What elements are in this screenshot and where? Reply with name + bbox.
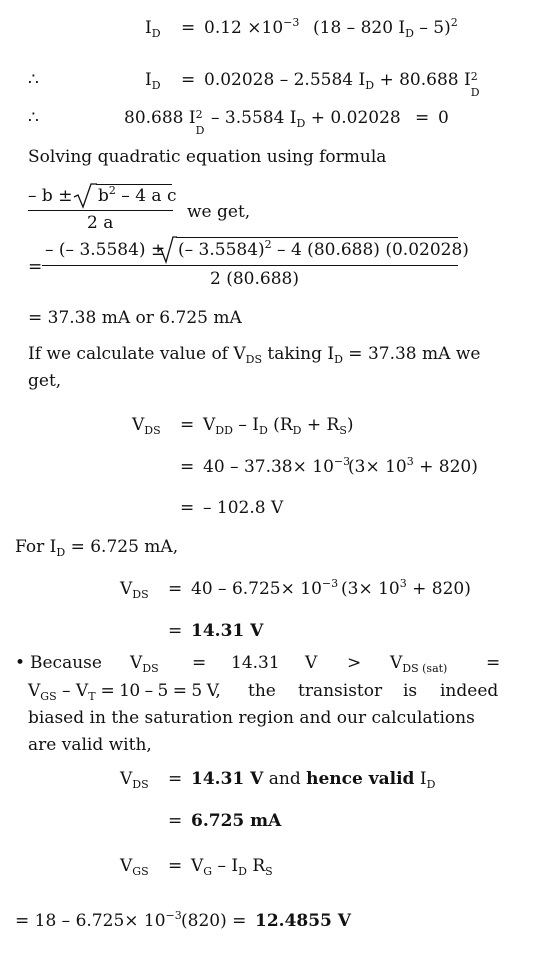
bullet-icon: •: [15, 653, 26, 673]
sub-ds: DS: [142, 662, 159, 675]
expr: hence valid: [306, 769, 415, 789]
exp: 2: [108, 184, 116, 197]
expr: – b ±: [28, 186, 73, 206]
var-v: V: [130, 653, 143, 673]
sub-d: D: [296, 117, 306, 130]
eq-sign: =: [180, 498, 195, 518]
expr: + 820): [413, 457, 478, 477]
exp: −3: [283, 16, 300, 29]
expr: ): [346, 415, 354, 435]
expr: If we calculate value of V: [28, 344, 246, 364]
sub-dd: DD: [215, 424, 233, 437]
sub-d: D: [426, 778, 436, 791]
quadratic-formula: [0, 186, 544, 234]
expr: – I: [212, 856, 239, 876]
expr: 6.725 mA: [191, 811, 282, 831]
sub-ds: DS: [132, 588, 149, 601]
sub-d: D: [238, 865, 247, 878]
expr: the: [248, 681, 276, 701]
result-line: = 37.38 mA or 6.725 mA: [28, 308, 242, 328]
expr: taking I: [262, 344, 335, 364]
exp: 3: [406, 455, 414, 468]
fraction-bar: [28, 210, 173, 211]
exp: −3: [333, 455, 351, 468]
sub-d: D: [258, 424, 268, 437]
expr: 40 – 37.38× 10: [203, 457, 334, 477]
sub-ds: DS: [245, 353, 263, 366]
radical-sign: [157, 236, 177, 264]
expr: we get,: [187, 202, 251, 222]
sub-d: D: [56, 546, 66, 559]
eq-sign: =: [168, 579, 183, 599]
radical-bar: [96, 184, 172, 185]
text-line-biased: biased in the saturation region and our calculations: [28, 708, 475, 728]
expr: 14.31 V: [191, 621, 264, 641]
sub-d: D: [151, 79, 161, 92]
eq-sign: =: [168, 811, 183, 831]
var-i: I: [419, 769, 427, 789]
expr: + R: [301, 415, 340, 435]
eq-sign: =: [180, 415, 195, 435]
expr: 80.688 I: [124, 108, 196, 128]
expr: + 80.688 I: [374, 70, 471, 90]
expr: = 10 – 5 = 5 V,: [95, 681, 221, 701]
eq-sign: =: [180, 457, 195, 477]
sub-ds: DS: [132, 778, 149, 791]
var-r: R: [252, 856, 266, 876]
expr: 0: [438, 108, 449, 128]
sub-d: D: [334, 353, 343, 366]
text-line-valid: are valid with,: [28, 735, 152, 755]
expr: + 820): [406, 579, 471, 599]
var-v: V: [120, 856, 133, 876]
eq-sign: =: [486, 653, 501, 673]
var-v: V: [390, 653, 403, 673]
expr: = 18 – 6.725× 10: [15, 911, 166, 931]
exp: −3: [165, 909, 182, 922]
expr: (R: [267, 415, 293, 435]
eq-sign: =: [192, 653, 207, 673]
expr: Because: [30, 653, 102, 673]
expr: (18 – 820 I: [313, 18, 406, 38]
expr: (3× 10: [341, 579, 400, 599]
eq-sign: =: [415, 108, 430, 128]
expr: (820) =: [181, 911, 247, 931]
expr: = 37.38 mA we: [342, 344, 481, 364]
sub-s: S: [339, 424, 347, 437]
expr: 2 (80.688): [210, 269, 299, 289]
eq-sign: =: [181, 18, 196, 38]
expr: 12.4855 V: [255, 911, 351, 931]
expr: indeed: [440, 681, 499, 701]
eq-sign: =: [181, 70, 196, 90]
var-i: I: [145, 70, 152, 90]
expr: 14.31: [231, 653, 280, 673]
eq-sign: =: [28, 257, 43, 277]
expr: 14.31 V: [191, 769, 264, 789]
expr: and: [263, 769, 307, 789]
quadratic-substitution: [0, 240, 544, 292]
therefore-symbol: ∴: [28, 108, 39, 128]
text-line-solving: Solving quadratic equation using formula: [28, 147, 387, 167]
sub-g: G: [203, 865, 213, 878]
sub-d: D: [151, 27, 161, 40]
therefore-symbol: ∴: [28, 70, 39, 90]
exp: 3: [399, 577, 407, 590]
var-i: I: [145, 18, 152, 38]
sub-s: S: [265, 865, 273, 878]
expr: 40 – 6.725× 10: [191, 579, 322, 599]
exp: 2: [264, 238, 272, 251]
var-v: V: [120, 579, 133, 599]
expr: – 5): [413, 18, 451, 38]
sub-gs: GS: [132, 865, 149, 878]
expr: + 0.02028: [305, 108, 401, 128]
sub-t: T: [88, 690, 96, 703]
expr: (– 3.5584): [178, 240, 265, 260]
sub-d: D: [405, 27, 414, 40]
sub-ds-sat: DS (sat): [402, 662, 448, 675]
gt-sign: >: [347, 653, 362, 673]
exp: 2: [450, 16, 458, 29]
radical-bar: [176, 237, 458, 238]
expr: = 6.725 mA,: [65, 537, 179, 557]
var-v: V: [28, 681, 41, 701]
var-v: V: [120, 769, 133, 789]
sub-gs: GS: [40, 690, 57, 703]
sub-d: D: [292, 424, 302, 437]
expr: – 3.5584 I: [205, 108, 297, 128]
expr: V: [305, 653, 318, 673]
expr: 2 a: [87, 213, 114, 233]
fraction-bar: [42, 265, 458, 266]
expr: For I: [15, 537, 57, 557]
var-v: V: [132, 415, 145, 435]
radical-sign: [73, 183, 97, 209]
expr: 0.12 ×10: [204, 18, 284, 38]
sub-ds: DS: [144, 424, 161, 437]
expr: 0.02028 – 2.5584 I: [204, 70, 366, 90]
expr: – 4 (80.688) (0.02028): [271, 240, 469, 260]
text-line-get: get,: [28, 371, 62, 391]
expr: transistor: [298, 681, 383, 701]
expr: – (– 3.5584) ±: [45, 240, 166, 260]
expr: – 102.8 V: [203, 498, 284, 518]
eq-sign: =: [168, 621, 183, 641]
text-line-calc: [28, 343, 512, 365]
expr: – I: [232, 415, 259, 435]
expr: b: [98, 186, 109, 206]
sub-d: D: [365, 79, 375, 92]
expr: is: [403, 681, 418, 701]
var-v: V: [203, 415, 216, 435]
expr: – V: [56, 681, 89, 701]
exp: −3: [321, 577, 339, 590]
expr: – 4 a c: [115, 186, 177, 206]
eq-sign: =: [168, 856, 183, 876]
text-line-for: [15, 536, 178, 558]
expr: (3× 10: [348, 457, 407, 477]
var-v: V: [191, 856, 204, 876]
eq-sign: =: [168, 769, 183, 789]
